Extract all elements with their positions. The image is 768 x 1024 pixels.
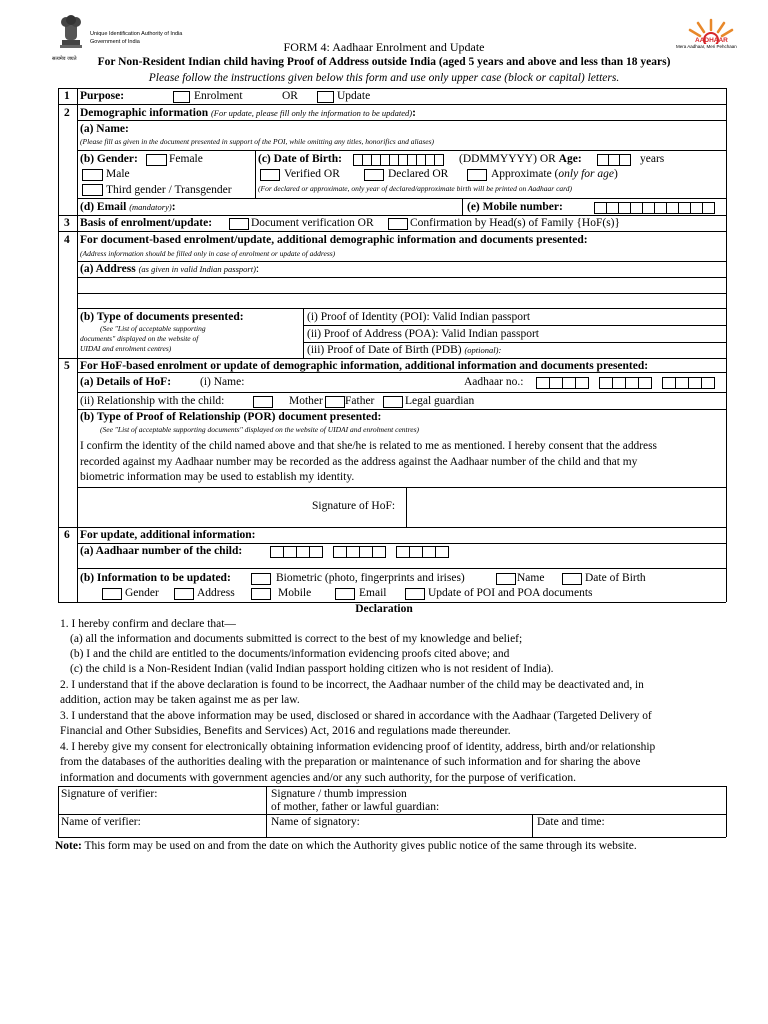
document-verification-checkbox[interactable] bbox=[229, 218, 249, 230]
hof-confirmation-label: Confirmation by Head(s) of Family {HoF(s)} bbox=[410, 217, 621, 229]
guardian-signature-label: of mother, father or lawful guardian: bbox=[271, 801, 440, 813]
poi-poa-update-checkbox[interactable] bbox=[405, 588, 425, 600]
email-update-checkbox[interactable] bbox=[335, 588, 355, 600]
por-label: (b) Type of Proof of Relationship (POR) document presented: bbox=[80, 411, 382, 423]
mobile-update-checkbox[interactable] bbox=[251, 588, 271, 600]
declaration-item: addition, action may be taken against me as per law. bbox=[60, 694, 300, 706]
note-label: Note: bbox=[55, 840, 82, 852]
mobile-update-label: Mobile bbox=[278, 587, 312, 599]
mother-checkbox[interactable] bbox=[253, 396, 273, 408]
dob-format-label bbox=[459, 152, 582, 166]
name-update-label: Name bbox=[517, 572, 545, 584]
name-update-checkbox[interactable] bbox=[496, 573, 516, 585]
verifier-name-label: Name of verifier: bbox=[61, 816, 141, 828]
email-text: (d) Email bbox=[80, 201, 127, 213]
hof-confirmation-text: recorded against my Aadhaar number may be recorded as the address against the Aadhaar number of the child and that my bbox=[80, 456, 638, 468]
document-verification-label: Document verification OR bbox=[251, 217, 374, 229]
legal-guardian-checkbox[interactable] bbox=[383, 396, 403, 408]
enrolment-checkbox[interactable] bbox=[173, 91, 190, 103]
verified-label bbox=[284, 167, 340, 181]
basis-label: Basis of enrolment/update: bbox=[80, 217, 213, 229]
verified-text: Verified bbox=[284, 168, 322, 180]
hof-confirmation-text: biometric information may be used to establish my identity. bbox=[80, 471, 355, 483]
dob-update-label: Date of Birth bbox=[585, 572, 646, 584]
hof-name-label: (i) Name: bbox=[200, 376, 245, 388]
section-number: 1 bbox=[64, 90, 70, 102]
dob-format: (DDMMYYYY) OR bbox=[459, 153, 556, 165]
father-checkbox[interactable] bbox=[325, 396, 345, 408]
guardian-signature-label: Signature / thumb impression bbox=[271, 788, 407, 800]
declaration-item: Financial and Other Subsidies, Benefits and Services) Act, 2016 and regulations made thereunder. bbox=[60, 725, 511, 737]
address-colon: : bbox=[255, 263, 260, 275]
hof-signature-field[interactable] bbox=[408, 489, 724, 526]
dob-update-checkbox[interactable] bbox=[562, 573, 582, 585]
hof-name-input[interactable] bbox=[250, 375, 460, 389]
child-aadhaar-label: (a) Aadhaar number of the child: bbox=[80, 545, 243, 557]
aadhaar-logo-text: AADHAAR bbox=[695, 37, 728, 44]
mother-label: Mother bbox=[289, 395, 323, 407]
age-label: Age: bbox=[558, 153, 582, 165]
form-title: FORM 4: Aadhaar Enrolment and Update bbox=[283, 40, 485, 54]
emblem-caption: सत्यमेव जयते bbox=[52, 56, 77, 62]
demographic-label: Demographic information bbox=[80, 107, 209, 119]
address-update-label: Address bbox=[197, 587, 235, 599]
years-label: years bbox=[640, 153, 665, 165]
dob-note: (For declared or approximate, only year of declared/approximate birth will be printed on Aadhaar card) bbox=[258, 184, 573, 193]
declaration-item: (a) all the information and documents submitted is correct to the best of my knowledge and belief; bbox=[70, 633, 523, 645]
poi-label: (i) Proof of Identity (POI): Valid Indian passport bbox=[307, 311, 531, 323]
poa-label: (ii) Proof of Address (POA): Valid Indian passport bbox=[307, 328, 539, 340]
approximate-text: Approximate ( bbox=[491, 168, 559, 180]
address-label bbox=[80, 262, 259, 276]
address-text: (a) Address bbox=[80, 263, 136, 275]
third-gender-checkbox[interactable] bbox=[82, 184, 103, 196]
only-age-text: only for age bbox=[558, 168, 614, 180]
declaration-item: (c) the child is a Non-Resident Indian (valid Indian passport holding citizen who is not resident of India). bbox=[70, 663, 554, 675]
gender-label: (b) Gender: bbox=[80, 153, 138, 165]
section-number: 6 bbox=[64, 529, 70, 541]
demographic-colon: : bbox=[412, 107, 416, 119]
declared-checkbox[interactable] bbox=[364, 169, 384, 181]
email-label bbox=[80, 200, 176, 214]
mobile-input[interactable] bbox=[594, 202, 714, 214]
age-input[interactable] bbox=[597, 154, 630, 166]
form-instruction: Please follow the instructions given below this form and use only upper case (block or capital) letters. bbox=[148, 72, 620, 84]
name-label: (a) Name: bbox=[80, 123, 129, 135]
third-gender-label: Third gender / Transgender bbox=[106, 184, 232, 196]
address-line-3-input[interactable] bbox=[79, 294, 724, 307]
dob-label: (c) Date of Birth: bbox=[258, 153, 342, 165]
enrolment-label: Enrolment bbox=[194, 90, 243, 102]
declaration-item: 3. I understand that the above information may be used, disclosed or shared in accordance with the Aadhaar (Targeted Delivery of bbox=[60, 710, 652, 722]
approximate-label bbox=[491, 167, 618, 181]
document-type-note: documents" displayed on the website of bbox=[80, 334, 199, 343]
child-aadhaar-input[interactable] bbox=[270, 546, 448, 558]
declaration-title: Declaration bbox=[355, 603, 413, 615]
government-of-india: Government of India bbox=[90, 39, 140, 45]
hof-confirmation-text: I confirm the identity of the child named above and that she/he is related to me as mentioned. I hereby consent that the address bbox=[80, 440, 657, 452]
or-text: OR bbox=[323, 168, 340, 180]
hof-signature-label: Signature of HoF: bbox=[312, 500, 396, 512]
approximate-checkbox[interactable] bbox=[467, 169, 487, 181]
update-checkbox[interactable] bbox=[317, 91, 334, 103]
footer-note bbox=[55, 839, 637, 853]
document-type-note: (See "List of acceptable supporting bbox=[100, 324, 206, 333]
hof-details-label: (a) Details of HoF: bbox=[80, 376, 172, 388]
email-colon: : bbox=[171, 201, 176, 213]
email-update-label: Email bbox=[359, 587, 387, 599]
date-time-label: Date and time: bbox=[537, 816, 605, 828]
section-number: 3 bbox=[64, 217, 70, 229]
poi-poa-update-label: Update of POI and POA documents bbox=[428, 587, 593, 599]
hof-aadhaar-input[interactable] bbox=[536, 377, 714, 389]
demographic-heading bbox=[80, 106, 416, 120]
document-based-heading: For document-based enrolment/update, additional demographic information and documents presented: bbox=[80, 234, 588, 246]
document-type-label: (b) Type of documents presented: bbox=[80, 311, 244, 323]
uidai-name: Unique Identification Authority of India bbox=[90, 31, 183, 37]
address-update-checkbox[interactable] bbox=[174, 588, 194, 600]
info-update-label: (b) Information to be updated: bbox=[80, 572, 231, 584]
father-label: Father bbox=[345, 395, 375, 407]
declaration-item: from the databases of the authorities dealing with the preparation or maintenance of such information and for sharing the above bbox=[60, 756, 641, 768]
name-note: (Please fill as given in the document presented in support of the POI, while omitting any titles, honorifics and aliases) bbox=[80, 137, 435, 146]
document-type-note: UIDAI and enrolment centres) bbox=[80, 344, 172, 353]
purpose-label: Purpose: bbox=[80, 90, 125, 102]
verifier-signature-label: Signature of verifier: bbox=[61, 788, 158, 800]
note-text: This form may be used on and from the date on which the Authority gives public notice of the same through its website. bbox=[81, 840, 637, 852]
biometric-checkbox[interactable] bbox=[251, 573, 271, 585]
aadhaar-no-label: Aadhaar no.: bbox=[464, 376, 524, 388]
or-text: OR bbox=[432, 168, 449, 180]
dob-input[interactable] bbox=[353, 154, 443, 166]
section-number: 2 bbox=[64, 107, 70, 119]
por-note: (See "List of acceptable supporting documents" displayed on the website of UIDAI and enrolment centres) bbox=[100, 425, 420, 434]
update-label: Update bbox=[337, 90, 371, 102]
aadhaar-tagline: Mera Aadhaar, Meri Pehchaan bbox=[676, 44, 737, 49]
address-note: (as given in valid Indian passport) bbox=[138, 264, 256, 274]
section-number: 5 bbox=[64, 360, 70, 372]
signatory-name-label: Name of signatory: bbox=[271, 816, 360, 828]
female-checkbox[interactable] bbox=[146, 154, 167, 166]
declared-text: Declared bbox=[388, 168, 430, 180]
section-number: 4 bbox=[64, 234, 70, 246]
hof-confirmation-checkbox[interactable] bbox=[388, 218, 408, 230]
female-label: Female bbox=[169, 153, 203, 165]
biometric-label: Biometric (photo, fingerprints and irises) bbox=[276, 572, 465, 584]
demographic-note: (For update, please fill only the information to be updated) bbox=[210, 108, 413, 118]
declaration-item: information and documents with government agencies and/or any such authority, for the purpose of verification. bbox=[60, 772, 576, 784]
verified-checkbox[interactable] bbox=[260, 169, 280, 181]
pdb-text: (iii) Proof of Date of Birth (PDB) bbox=[307, 344, 462, 356]
declared-label bbox=[388, 167, 448, 181]
approximate-close: ) bbox=[613, 168, 618, 180]
declaration-item: (b) I and the child are entitled to the documents/information evidencing proofs cited above; and bbox=[70, 648, 510, 660]
relationship-label: (ii) Relationship with the child: bbox=[80, 395, 225, 407]
address-info-note: (Address information should be filled only in case of enrolment or update of address) bbox=[80, 249, 336, 258]
mobile-label: (e) Mobile number: bbox=[467, 201, 563, 213]
email-note: (mandatory) bbox=[129, 202, 172, 212]
address-line-2-input[interactable] bbox=[79, 278, 724, 292]
declaration-item: 2. I understand that if the above declaration is found to be incorrect, the Aadhaar number of the child may be deactivated and, in bbox=[60, 679, 644, 691]
gender-update-checkbox[interactable] bbox=[102, 588, 122, 600]
or-text: OR bbox=[282, 90, 298, 102]
gender-update-label: Gender bbox=[125, 587, 159, 599]
declaration-item: 1. I hereby confirm and declare that— bbox=[60, 618, 236, 630]
pdb-note: (optional): bbox=[464, 345, 502, 355]
declaration-item: 4. I hereby give my consent for electronically obtaining information evidencing proof of identity, address, birth and/or relationship bbox=[60, 741, 656, 753]
legal-guardian-label: Legal guardian bbox=[405, 395, 475, 407]
male-checkbox[interactable] bbox=[82, 169, 103, 181]
form-subtitle: For Non-Resident Indian child having Proof of Address outside India (aged 5 years and above and less than 18 years) bbox=[97, 56, 671, 68]
male-label: Male bbox=[106, 168, 130, 180]
address-input[interactable] bbox=[292, 262, 724, 276]
pdb-label bbox=[307, 343, 501, 357]
hof-based-heading: For HoF-based enrolment or update of demographic information, additional information and documents presented: bbox=[80, 360, 649, 372]
update-info-heading: For update, additional information: bbox=[80, 529, 256, 541]
